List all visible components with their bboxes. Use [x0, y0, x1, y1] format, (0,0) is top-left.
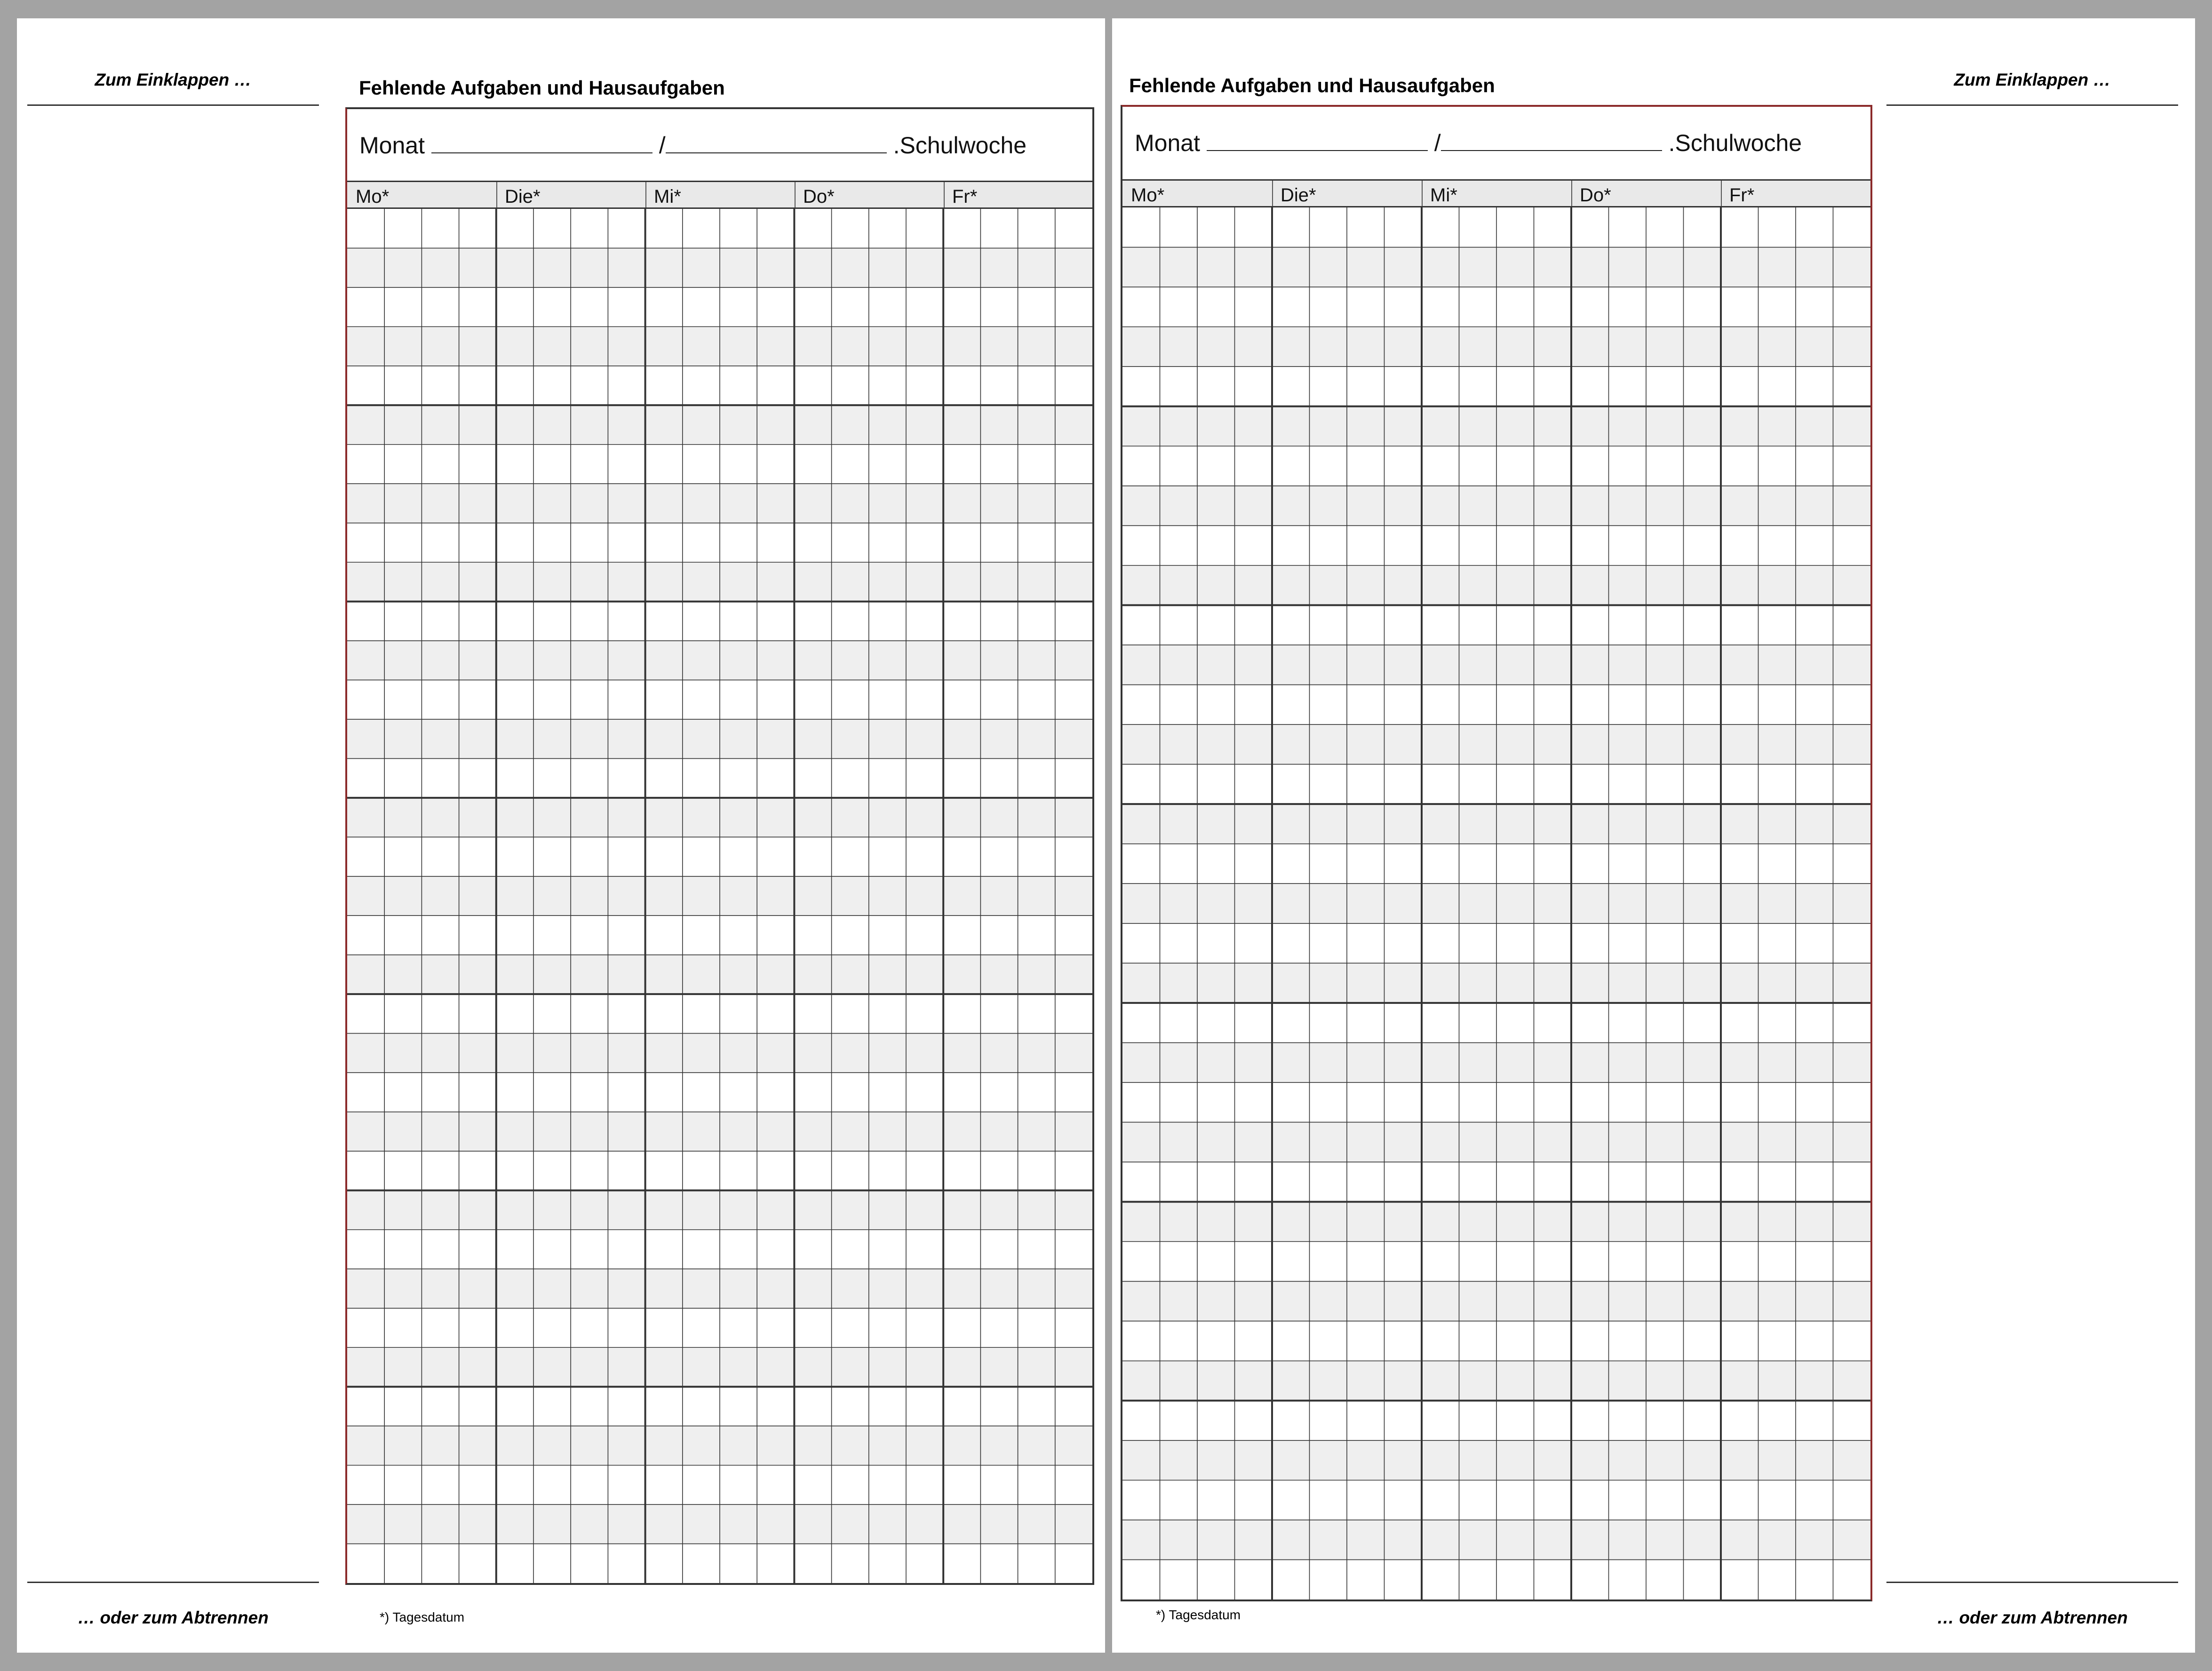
sheet-title: Fehlende Aufgaben und Hausaufgaben [1129, 74, 1495, 96]
entry-grid[interactable] [347, 209, 1092, 1583]
homework-sheet [1121, 105, 1872, 1601]
weekday-header [347, 182, 1092, 209]
week-blank[interactable] [666, 134, 887, 153]
day-label-do: Do* [1580, 185, 1611, 206]
monat-row [347, 109, 1092, 182]
homework-sheet [345, 107, 1094, 1585]
day-label-fr: Fr* [1729, 185, 1755, 206]
sheet-title: Fehlende Aufgaben und Hausaufgaben [359, 77, 725, 99]
footnote: *) Tagesdatum [380, 1610, 465, 1624]
schulwoche-label: .Schulwoche [1668, 130, 1802, 156]
day-label-mo: Mo* [1131, 185, 1165, 206]
right-page [1112, 18, 2195, 1653]
monat-line [1135, 131, 1802, 155]
fold-bottom-label: … oder zum Abtrennen [78, 1608, 269, 1627]
monat-label: Monat [359, 132, 425, 159]
monat-label: Monat [1135, 130, 1200, 156]
slash: / [1434, 130, 1441, 156]
day-label-do: Do* [803, 186, 835, 207]
monat-blank[interactable] [431, 134, 652, 153]
fold-bottom-line [27, 1582, 319, 1583]
entry-grid[interactable] [1122, 207, 1870, 1599]
footnote: *) Tagesdatum [1156, 1607, 1241, 1622]
day-label-die: Die* [1281, 185, 1316, 206]
fold-bottom-label: … oder zum Abtrennen [1937, 1608, 2128, 1627]
fold-top-line [1886, 104, 2178, 106]
fold-top-line [27, 104, 319, 106]
day-label-mi: Mi* [654, 186, 681, 207]
day-label-fr: Fr* [952, 186, 978, 207]
day-label-mi: Mi* [1430, 185, 1457, 206]
weekday-header [1122, 181, 1870, 207]
slash: / [659, 132, 666, 159]
fold-top-label: Zum Einklappen … [1954, 70, 2111, 89]
schulwoche-label: .Schulwoche [893, 132, 1027, 159]
fold-bottom-line [1886, 1582, 2178, 1583]
day-label-mo: Mo* [356, 186, 390, 207]
week-blank[interactable] [1441, 131, 1662, 151]
monat-row [1122, 107, 1870, 181]
monat-blank[interactable] [1207, 131, 1428, 151]
fold-top-label: Zum Einklappen … [95, 70, 252, 89]
monat-line [359, 134, 1026, 157]
day-label-die: Die* [505, 186, 541, 207]
left-page [17, 18, 1105, 1653]
